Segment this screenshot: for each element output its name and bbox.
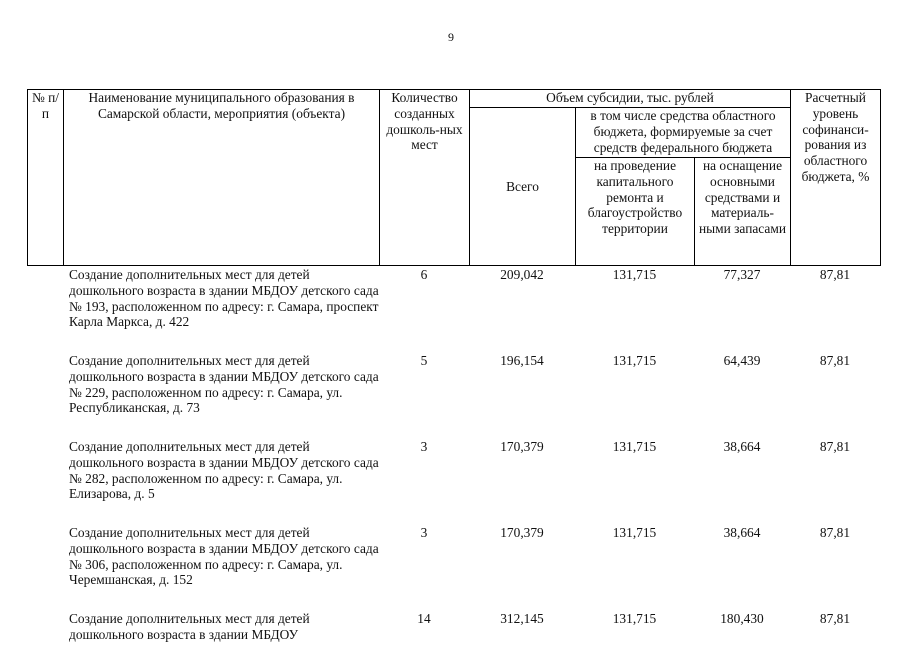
row-places: 3	[420, 525, 428, 540]
row-name: Создание дополнительных мест для детей дошкольного возраста в здании МБДОУ детского сада № 193, расположенном по адресу: г. Самара, проспект Карла Маркса, д. 422	[69, 267, 379, 330]
row-repair: 131,715	[612, 267, 657, 282]
row-places: 3	[420, 439, 428, 454]
header-federal: в том числе средства областного бюджета, формируемые за счет средств федерального бюджета	[576, 108, 791, 158]
header-rate: Расчетный уровень софинанси-рования из областного бюджета, %	[791, 90, 881, 266]
table-row	[27, 267, 880, 353]
row-total: 209,042	[500, 267, 544, 282]
row-equip: 64,439	[723, 353, 761, 368]
row-repair: 131,715	[612, 439, 657, 454]
row-total: 196,154	[500, 353, 544, 368]
header-total: Всего	[470, 108, 576, 266]
row-places: 14	[417, 611, 431, 626]
table-row	[27, 525, 880, 611]
row-rate: 87,81	[819, 267, 851, 282]
row-equip: 180,430	[720, 611, 764, 626]
header-places: Количество созданных дошколь-ных мест	[380, 90, 470, 266]
row-rate: 87,81	[819, 611, 851, 626]
row-repair: 131,715	[612, 353, 657, 368]
row-places: 5	[420, 353, 428, 368]
row-name: Создание дополнительных мест для детей дошкольного возраста в здании МБДОУ детского сада № 229, расположенном по адресу: г. Самара, ул. Республиканская, д. 73	[69, 353, 379, 416]
page-number: 9	[448, 30, 454, 44]
header-equip: на оснащение основными средствами и материаль-ными запасами	[695, 158, 791, 266]
row-rate: 87,81	[819, 525, 851, 540]
row-name: Создание дополнительных мест для детей дошкольного возраста в здании МБДОУ детского сада № 306, расположенном по адресу: г. Самара, ул. Черемшанская, д. 152	[69, 525, 379, 588]
table-row	[27, 611, 880, 651]
header-repair: на проведение капитального ремонта и благоустройство территории	[576, 158, 695, 266]
table-header	[27, 89, 881, 266]
table-row	[27, 353, 880, 439]
row-total: 312,145	[500, 611, 544, 626]
row-equip: 38,664	[723, 525, 761, 540]
header-subsidy: Объем субсидии, тыс. рублей	[470, 90, 791, 108]
row-rate: 87,81	[819, 439, 851, 454]
table-row	[27, 439, 880, 525]
row-name: Создание дополнительных мест для детей дошкольного возраста в здании МБДОУ детского сада № 282, расположенном по адресу: г. Самара, ул. Елизарова, д. 5	[69, 439, 379, 502]
row-places: 6	[420, 267, 428, 282]
row-equip: 38,664	[723, 439, 761, 454]
row-rate: 87,81	[819, 353, 851, 368]
header-num: № п/п	[28, 90, 64, 266]
row-name: Создание дополнительных мест для детей дошкольного возраста в здании МБДОУ	[69, 611, 310, 642]
row-total: 170,379	[500, 525, 544, 540]
header-name: Наименование муниципального образования в Самарской области, мероприятия (объекта)	[64, 90, 380, 266]
row-total: 170,379	[500, 439, 544, 454]
data-table	[27, 267, 880, 651]
row-repair: 131,715	[612, 611, 657, 626]
row-equip: 77,327	[723, 267, 761, 282]
row-repair: 131,715	[612, 525, 657, 540]
